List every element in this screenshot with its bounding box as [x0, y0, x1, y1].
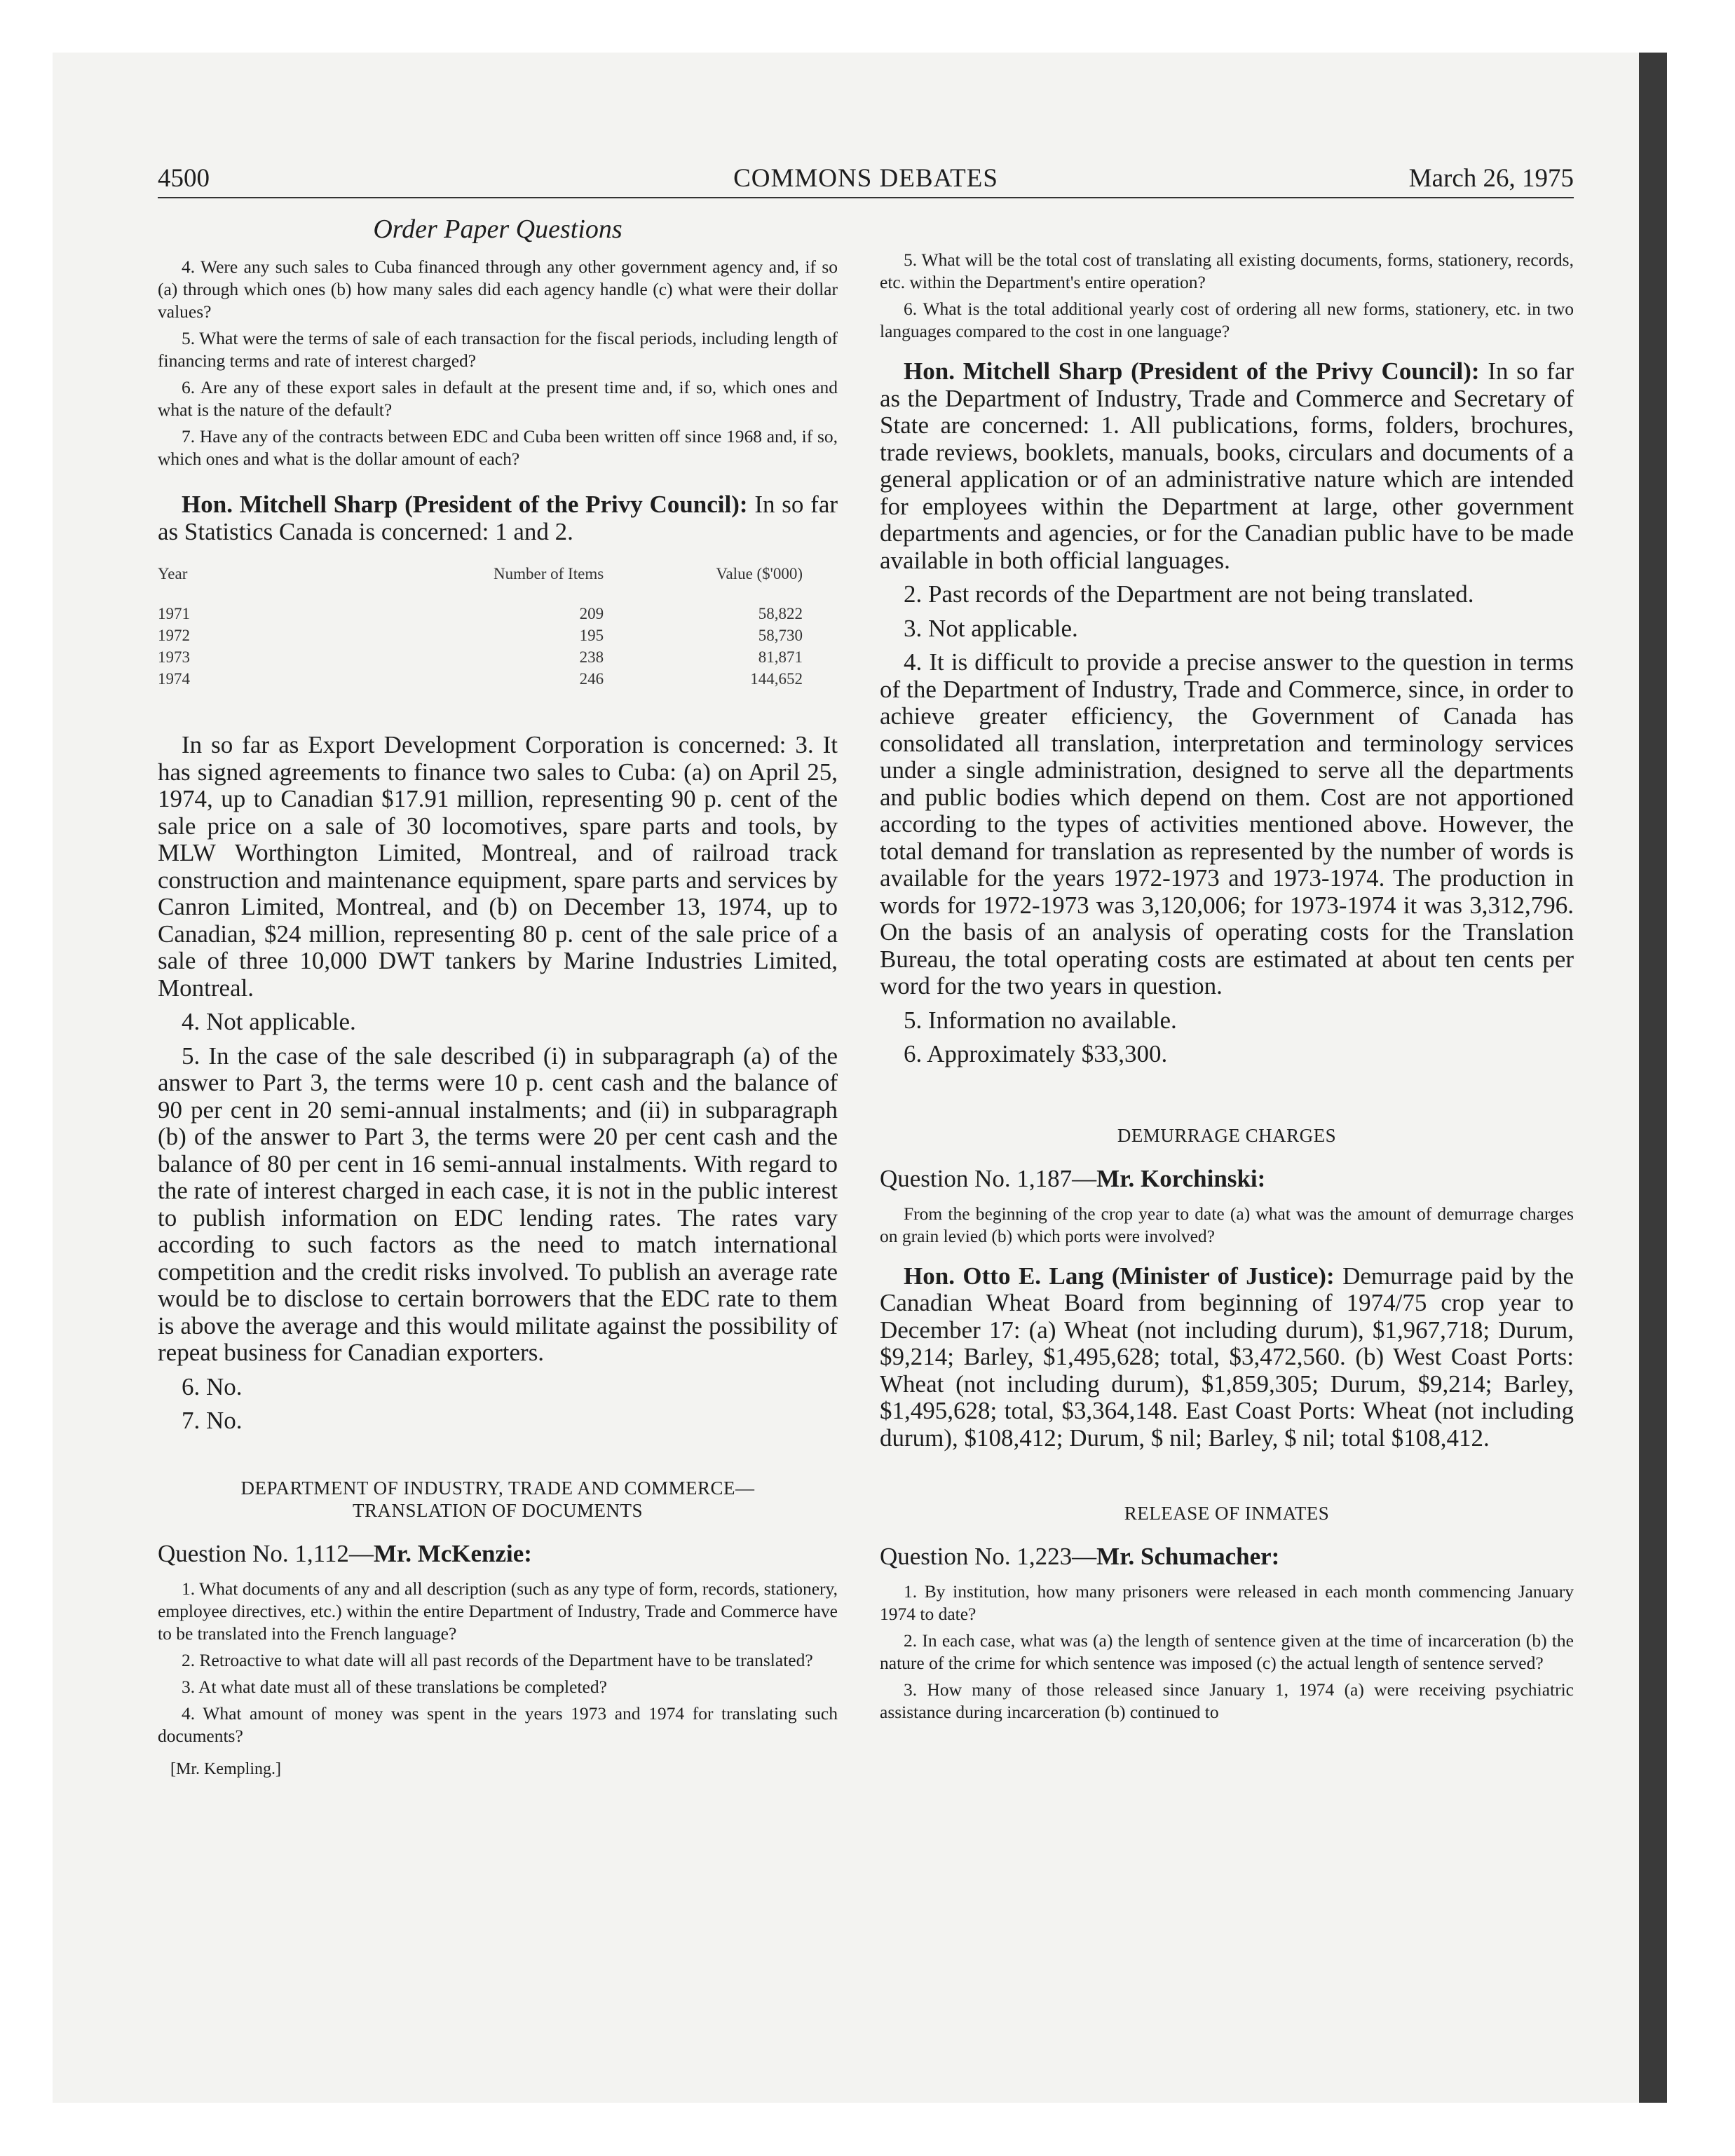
table-row: [158, 646, 803, 668]
section-heading: DEPARTMENT OF INDUSTRY, TRADE AND COMMERCE— TRANSLATION OF DOCUMENTS: [240, 1477, 755, 1521]
question-text: 2. In each case, what was (a) the length of sentence given at the time of incarceration (b) the nature of the crime for which sentence was imposed (c) the actual length of sentence served?: [880, 1630, 1574, 1673]
statistics-table: [158, 565, 803, 690]
column-header: Value ($'000): [716, 565, 803, 582]
table-row: [158, 668, 803, 690]
left-column: [158, 214, 838, 1780]
table-cell: 246: [579, 670, 604, 688]
table-cell: 1972: [158, 627, 190, 644]
section-heading: DEMURRAGE CHARGES: [1117, 1124, 1337, 1146]
answer-item: 7. No.: [182, 1407, 243, 1434]
answer-item: 6. No.: [182, 1372, 243, 1400]
answer-item: 5. Information no available.: [904, 1006, 1177, 1034]
question-text: 4. What amount of money was spent in the years 1973 and 1974 for translating such documents?: [158, 1703, 838, 1746]
column-header: Number of Items: [494, 565, 604, 582]
question-text: 3. At what date must all of these translations be completed?: [182, 1676, 607, 1697]
question-text: 6. Are any of these export sales in default at the present time and, if so, which ones and what is the nature of the default?: [158, 377, 838, 420]
answer-item: 3. Not applicable.: [904, 614, 1078, 642]
publication-date: March 26, 1975: [1408, 164, 1574, 193]
page-header: [158, 165, 1574, 198]
speaker-name: Hon. Mitchell Sharp (President of the Privy Council):: [182, 491, 748, 518]
member-name: Mr. Korchinski:: [1096, 1164, 1266, 1192]
table-cell: 144,652: [750, 670, 803, 688]
table-cell: 195: [579, 627, 604, 644]
answer-paragraph: 5. In the case of the sale described (i) in subparagraph (a) of the answer to Part 3, the terms were 10 p. cent cash and the balance of 90 per cent in 20 semi-annual instalments; and (ii) in subparagraph (b) of the answer to Part 3, the terms were 20 per cent cash and the balance of 80 per cent in 16 semi-annual instalments. With regard to the rate of interest charged in each case, it is not in the public interest to publish information on EDC lending rates. The rates vary according to such factors as the need to match international competition and the credit risks involved. To publish an average rate would be to disclose to certain borrowers that the EDC rate to them is above the average and this would militate against the possibility of repeat business for Canadian exporters.: [158, 1042, 838, 1366]
table-cell: 238: [579, 648, 604, 666]
section-heading: RELEASE OF INMATES: [1124, 1503, 1330, 1524]
speaker-name: Hon. Otto E. Lang (Minister of Justice):: [904, 1262, 1335, 1290]
table-cell: 1973: [158, 648, 190, 666]
question-intro: [880, 1165, 1574, 1193]
question-text: From the beginning of the crop year to date (a) what was the amount of demurrage charges on grain levied (b) which ports were involved?: [880, 1203, 1574, 1246]
answer-paragraph: In so far as Export Development Corporation is concerned: 3. It has signed agreements to finance two sales to Cuba: (a) on April 25, 1974, up to Canadian $17.91 million, representing 90 p. cent of the sale price on a sale of 30 locomotives, spare parts and tools, by MLW Worthington Limited, Montreal, and of railroad track construction and maintenance equipment, spare parts and services by Canron Limited, Montreal, and (b) on December 13, 1974, up to Canadian, $24 million, representing 80 p. cent of the sale price of a sale of three 10,000 DWT tankers by Marine Industries Limited, Montreal.: [158, 731, 838, 1002]
question-text: 6. What is the total additional yearly cost of ordering all new forms, stationery, etc. in two languages compared to the cost in one language?: [880, 299, 1574, 341]
table-cell: 209: [579, 605, 604, 622]
question-intro: [158, 1540, 838, 1568]
answer-paragraph: [880, 358, 1574, 574]
member-name: Mr. McKenzie:: [373, 1539, 532, 1567]
table-row: [158, 603, 803, 625]
question-number: Question No. 1,223—: [880, 1543, 1097, 1570]
answer-item: 6. Approximately $33,300.: [904, 1040, 1168, 1067]
question-text: 1. What documents of any and all description (such as any type of form, records, stationery, employee directives, etc.) within the entire Department of Industry, Trade and Commerce have to be translated into the French language?: [158, 1578, 838, 1644]
table-cell: 81,871: [758, 648, 803, 666]
section-subheading: Order Paper Questions: [373, 214, 622, 244]
answer-paragraph: 4. It is difficult to provide a precise answer to the question in terms of the Department of Industry, Trade and Commerce, since, in order to achieve greater efficiency, the Government of Canada has consolidated all translation, interpretation and terminology services under a single administration, designed to serve all the departments and public bodies which depend on them. Cost are not apportioned according to the types of activities mentioned above. However, the total demand for translation as represented by the number of words is available for the years 1972-1973 and 1973-1974. The production in words for 1972-1973 was 3,120,006; for 1973-1974 it was 3,312,796. On the basis of an analysis of operating costs for the Translation Bureau, the total operating costs are estimated at about ten cents per word for the two years in question.: [880, 648, 1574, 999]
answer-text: In so far as Statistics Canada is concerned: 1 and 2.: [158, 491, 838, 545]
answer-text: In so far as the Department of Industry, Trade and Commerce and Secretary of State are concerned: 1. All publications, forms, folders, brochures, trade reviews, booklets, manuals, books, circulars and documents of a general application or of an administrative nature which are intended for employees within the Department at large, other government departments and agencies, or for the Canadian public have to be made available in both official languages.: [880, 357, 1574, 574]
publication-title: COMMONS DEBATES: [733, 164, 998, 193]
answer-item: 2. Past records of the Department are not being translated.: [904, 580, 1474, 608]
question-text: 7. Have any of the contracts between EDC and Cuba been written off since 1968 and, if so, which ones and what is the dollar amount of each?: [158, 426, 838, 469]
question-text: 5. What were the terms of sale of each transaction for the fiscal periods, including length of financing terms and rate of interest charged?: [158, 328, 838, 371]
table-header-row: [158, 565, 803, 603]
answer-item: 4. Not applicable.: [182, 1008, 356, 1035]
scan-edge-bar: [1639, 53, 1667, 2103]
table-cell: 58,730: [758, 627, 803, 644]
table-cell: 1974: [158, 670, 190, 688]
speaker-name: Hon. Mitchell Sharp (President of the Privy Council):: [904, 357, 1480, 385]
table-cell: 1971: [158, 605, 190, 622]
column-header: Year: [158, 565, 188, 582]
answer-text: Demurrage paid by the Canadian Wheat Board from beginning of 1974/75 crop year to December 17: (a) Wheat (not including durum), $1,967,718; Durum, $9,214; Barley, $1,495,628; total, $3,472,560. (b) West Coast Ports: Wheat (not including durum), $1,859,305; Durum, $9,214; Barley, $1,495,628; total, $3,364,148. East Coast Ports: Wheat (not including durum), $108,412; Durum, $ nil; Barley, $ nil; total $108,412.: [880, 1262, 1574, 1452]
question-text: 5. What will be the total cost of translating all existing documents, forms, stationery, records, etc. within the Department's entire operation?: [880, 250, 1574, 292]
page-number: 4500: [158, 164, 210, 193]
answer-paragraph: [880, 1263, 1574, 1452]
question-number: Question No. 1,112—: [158, 1539, 374, 1567]
table-cell: 58,822: [758, 605, 803, 622]
right-column: [880, 249, 1574, 1728]
question-text: 2. Retroactive to what date will all past records of the Department have to be translated?: [182, 1649, 813, 1670]
table-row: [158, 625, 803, 646]
question-text: 4. Were any such sales to Cuba financed through any other government agency and, if so (a) through which ones (b) how many sales did each agency handle (c) what were their dollar values?: [158, 257, 838, 322]
member-name: Mr. Schumacher:: [1096, 1543, 1280, 1570]
question-intro: [880, 1543, 1574, 1571]
speaker-reference: [Mr. Kempling.]: [170, 1759, 281, 1778]
question-text: 3. How many of those released since January 1, 1974 (a) were receiving psychiatric assistance during incarceration (b) continued to: [880, 1679, 1574, 1722]
question-number: Question No. 1,187—: [880, 1164, 1097, 1192]
question-text: 1. By institution, how many prisoners were released in each month commencing January 1974 to date?: [880, 1581, 1574, 1624]
answer-paragraph: [158, 491, 838, 545]
